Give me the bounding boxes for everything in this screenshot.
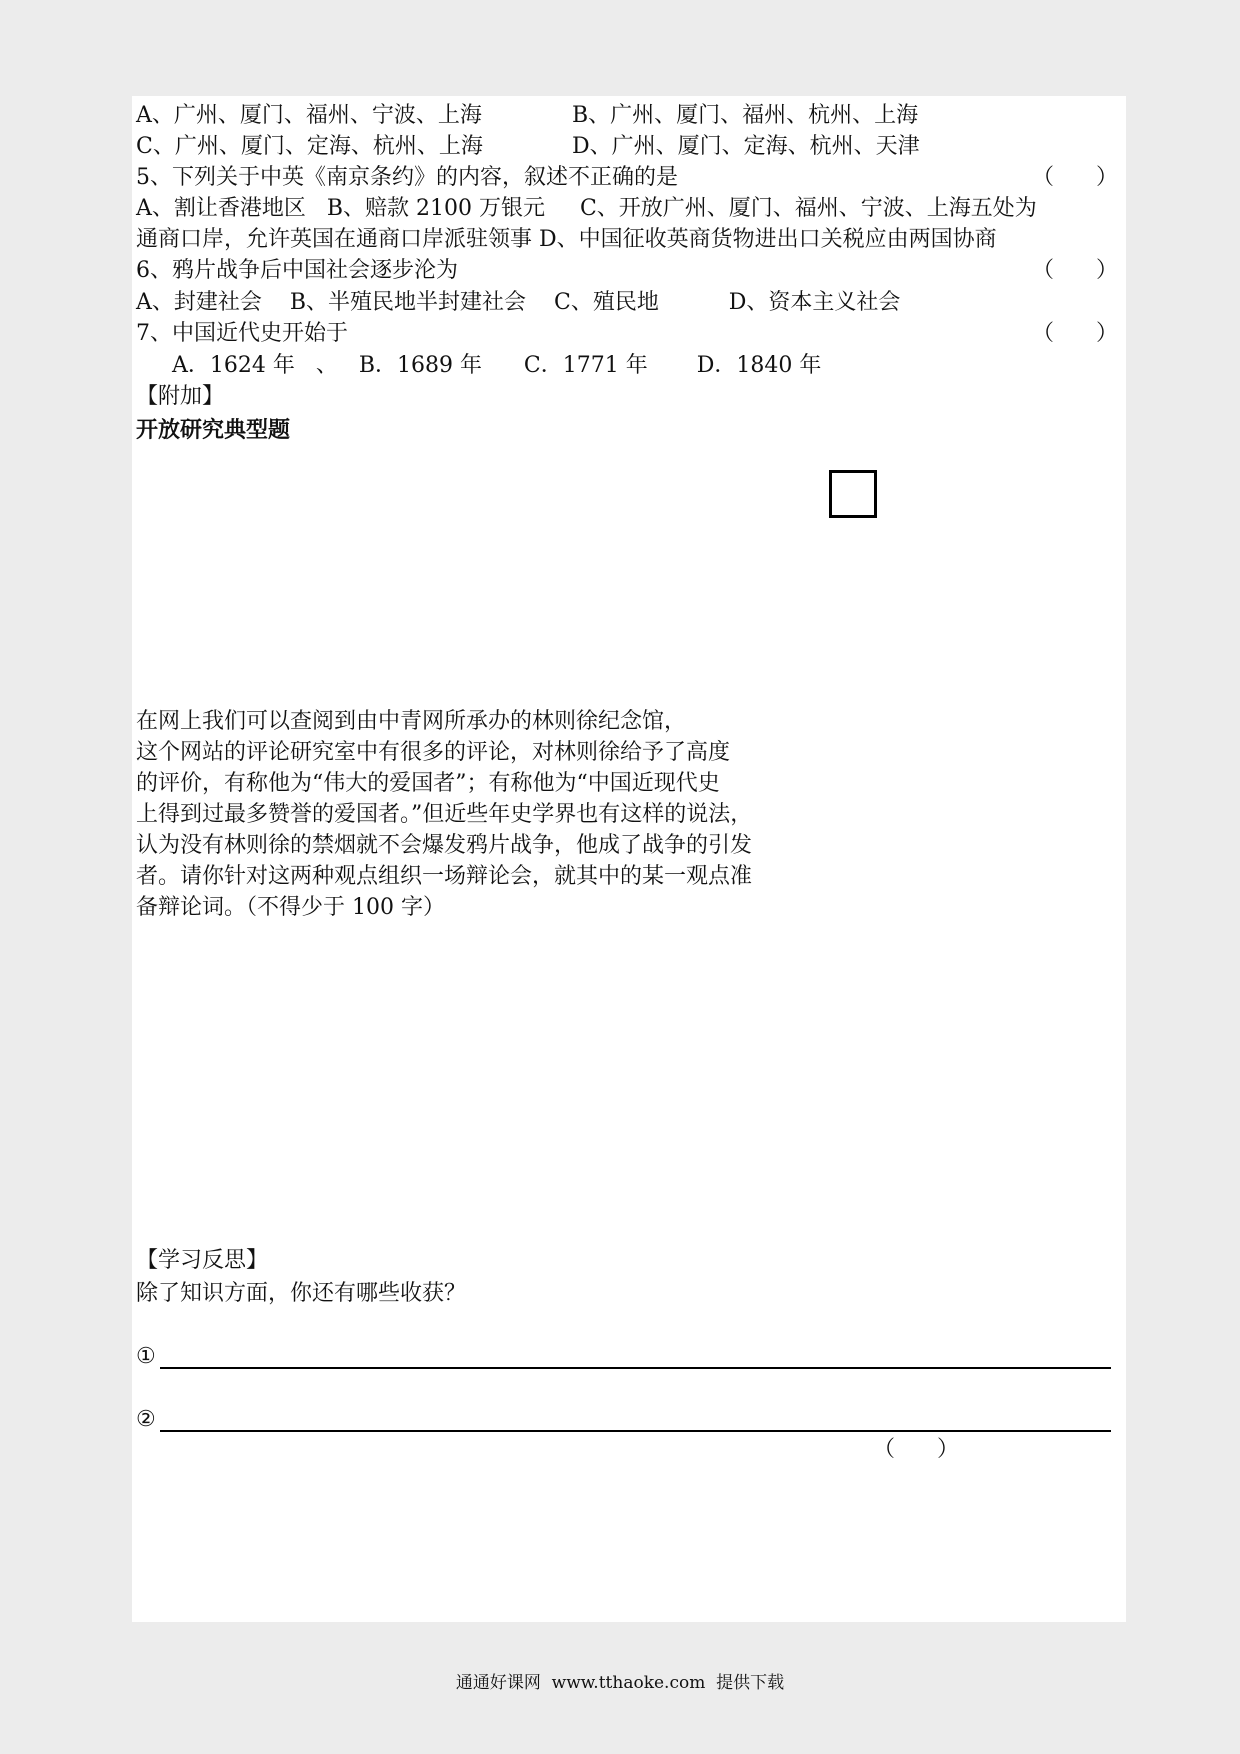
appendix-label: 【附加】 bbox=[136, 384, 225, 409]
q5-options-line2: 通商口岸，允许英国在通商口岸派驻领事 D、中国征收英商货物进出口关税应由两国协商 bbox=[136, 227, 997, 252]
reflection-label: 【学习反思】 bbox=[136, 1248, 269, 1273]
reflection-question: 除了知识方面，你还有哪些收获？ bbox=[136, 1281, 467, 1306]
q5-answer-paren[interactable]: （ ） bbox=[1032, 165, 1118, 190]
answer-box[interactable] bbox=[829, 470, 877, 518]
q4-option-b: B、广州、厦门、福州、杭州、上海 bbox=[572, 103, 919, 128]
page-footer: 通通好课网 www.tthaoke.com 提供下载 bbox=[455, 1673, 785, 1693]
reflection-answer-line-2[interactable] bbox=[160, 1430, 1111, 1432]
q7-answer-paren[interactable]: （ ） bbox=[1032, 321, 1118, 346]
reflection-answer-line-1[interactable] bbox=[160, 1367, 1111, 1369]
q6-options: A、封建社会 B、半殖民地半封建社会 C、殖民地 D、资本主义社会 bbox=[136, 290, 901, 315]
passage-line-5: 认为没有林则徐的禁烟就不会爆发鸦片战争，他成了战争的引发 bbox=[136, 833, 753, 858]
reflection-item-2-marker: ② bbox=[136, 1407, 156, 1432]
passage-line-7: 备辩论词。（不得少于 100 字） bbox=[136, 895, 445, 920]
q4-option-a: A、广州、厦门、福州、宁波、上海 bbox=[136, 103, 482, 128]
reflection-item-1-marker: ① bbox=[136, 1344, 156, 1369]
q5-options-line1: A、割让香港地区 B、赔款 2100 万银元 C、开放广州、厦门、福州、宁波、上海五处为 bbox=[136, 196, 1037, 221]
q7-stem: 7、中国近代史开始于 bbox=[136, 321, 348, 346]
passage-line-4: 上得到过最多赞誉的爱国者。”但近些年史学界也有这样的说法， bbox=[136, 802, 753, 827]
q5-stem: 5、下列关于中英《南京条约》的内容，叙述不正确的是 bbox=[136, 165, 678, 190]
q6-stem: 6、鸦片战争后中国社会逐步沦为 bbox=[136, 258, 458, 283]
passage-line-6: 者。请你针对这两种观点组织一场辩论会，就其中的某一观点准 bbox=[136, 864, 753, 889]
passage-line-2: 这个网站的评论研究室中有很多的评论，对林则徐给予了高度 bbox=[136, 740, 731, 765]
passage-line-1: 在网上我们可以查阅到由中青网所承办的林则徐纪念馆， bbox=[136, 709, 687, 734]
passage-line-3: 的评价，有称他为“伟大的爱国者”；有称他为“中国近现代史 bbox=[136, 771, 720, 796]
reflection-answer-paren[interactable]: （ ） bbox=[873, 1437, 959, 1462]
q6-answer-paren[interactable]: （ ） bbox=[1032, 258, 1118, 283]
q4-option-d: D、广州、厦门、定海、杭州、天津 bbox=[572, 134, 920, 159]
q7-options: A．1624 年 、 B．1689 年 C．1771 年 D．1840 年 bbox=[172, 353, 822, 378]
q4-option-c: C、广州、厦门、定海、杭州、上海 bbox=[136, 134, 483, 159]
open-research-title: 开放研究典型题 bbox=[136, 417, 291, 443]
